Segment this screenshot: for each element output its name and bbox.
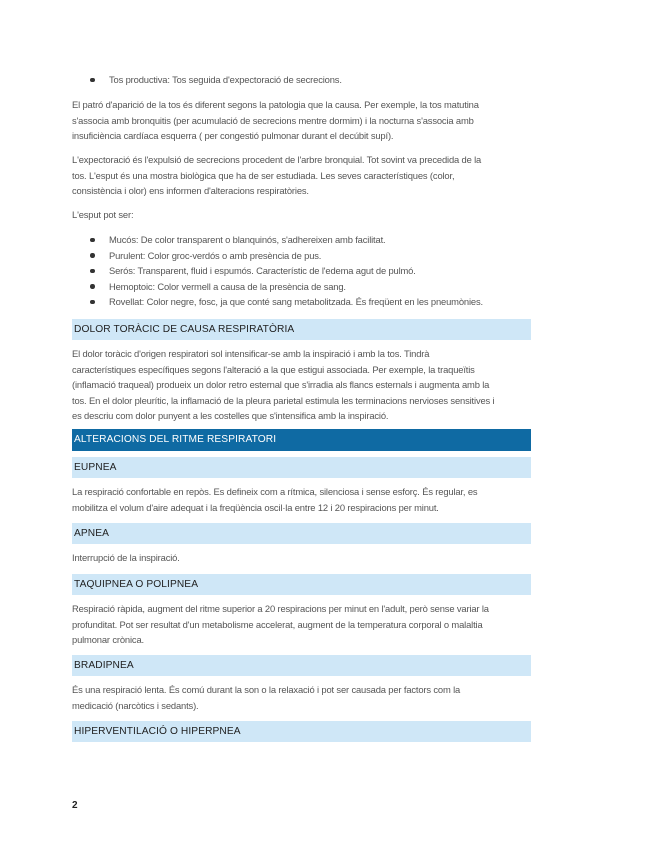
list-item: Mucós: De color transparent o blanquinós, s'adhereixen amb facilitat.: [72, 232, 483, 248]
sputum-types-list: [72, 232, 483, 310]
bradypnea-paragraph: [72, 682, 460, 713]
text-line: tos. L'esput és una mostra biològica que ha de ser estudiada. Les seves característiques (color,: [72, 169, 455, 181]
text-line: tos. En el dolor pleurític, la inflamació de la pleura parietal estimula les terminacions nervioses sensitives i: [72, 394, 495, 406]
bullet-icon: [90, 253, 95, 258]
tachypnea-heading: TAQUIPNEA O POLIPNEA: [72, 574, 531, 595]
text-line: s'associa amb bronquitis (per acumulació de secrecions mentre dormim) i la nocturna s'associa amb: [72, 114, 474, 126]
text-line: pulmonar crònica.: [72, 634, 144, 646]
list-item: Hemoptoic: Color vermell a causa de la presència de sang.: [72, 279, 483, 295]
text-line: La respiració confortable en repòs. Es defineix com a rítmica, silenciosa i sense esforç. És regular, es: [72, 486, 478, 497]
apnea-paragraph: [72, 550, 180, 566]
text-line: (inflamació traqueal) produeix un dolor retro esternal que s'irradia als flancs esternals i augmenta amb la: [72, 379, 490, 391]
text-line: mobilitza el volum d'aire adequat i la freqüència oscil·la entre 12 i 20 respiracions per minut.: [72, 501, 439, 513]
text-line: consistència i olor) ens informen d'alteracions respiratòries.: [72, 185, 309, 197]
bullet-icon: [90, 238, 95, 243]
eupnea-heading: EUPNEA: [72, 457, 531, 478]
text-line: És una respiració lenta. És comú durant la son o la relaxació i pot ser causada per factors com la: [72, 684, 461, 695]
expectoration-paragraph: [72, 152, 481, 199]
text-line: insuficiència cardíaca esquerra ( per congestió pulmonar durant el decúbit supí).: [72, 130, 394, 142]
list-item: Purulent: Color groc-verdós o amb presència de pus.: [72, 248, 483, 264]
list-item: Tos productiva: Tos seguida d'expectoració de secrecions.: [72, 72, 342, 88]
hyperventilation-heading: HIPERVENTILACIÓ O HIPERPNEA: [72, 721, 531, 742]
text-line: Respiració ràpida, augment del ritme superior a 20 respiracions per minut en l'adult, però sense variar la: [72, 603, 489, 614]
bullet-icon: [90, 300, 95, 305]
section-heading: ALTERACIONS DEL RITME RESPIRATORI: [72, 429, 531, 451]
apnea-heading: APNEA: [72, 523, 531, 544]
text-line: profunditat. Pot ser resultat d'un metabolisme accelerat, augment de la temperatura corporal o malaltia: [72, 618, 483, 630]
sputum-intro: L'esput pot ser:: [72, 209, 134, 220]
bradypnea-heading: BRADIPNEA: [72, 655, 531, 676]
tachypnea-paragraph: [72, 601, 489, 648]
text-line: es descriu com dolor punyent a les costelles que s'intensifica amb la inspiració.: [72, 410, 389, 422]
cough-bullet-list: [72, 72, 342, 88]
chest-pain-heading: DOLOR TORÀCIC DE CAUSA RESPIRATÒRIA: [72, 319, 531, 340]
text-line: característiques específiques segons l'alteració a la que estigui associada. Per exemple, la traqueïtis: [72, 363, 475, 375]
text-line: Interrupció de la inspiració.: [72, 552, 180, 563]
page-number: 2: [72, 800, 78, 811]
text-line: El dolor toràcic d'origen respiratori sol intensificar-se amb la inspiració i amb la tos. Tindrà: [72, 348, 430, 359]
text-line: medicació (narcòtics i sedants).: [72, 699, 199, 711]
chest-pain-paragraph: [72, 346, 494, 424]
bullet-icon: [90, 269, 95, 274]
bullet-icon: [90, 78, 95, 83]
text-line: El patró d'aparició de la tos és diferent segons la patologia que la causa. Per exemple, la tos matutina: [72, 99, 479, 110]
list-item: Serós: Transparent, fluid i espumós. Característic de l'edema agut de pulmó.: [72, 263, 483, 279]
text-line: L'expectoració és l'expulsió de secrecions procedent de l'arbre bronquial. Tot sovint va precedida de la: [72, 154, 482, 165]
cough-pattern-paragraph: [72, 97, 479, 144]
eupnea-paragraph: [72, 484, 477, 515]
list-item: Rovellat: Color negre, fosc, ja que conté sang metabolitzada. És freqüent en les pneumònies.: [72, 294, 483, 310]
bullet-icon: [90, 284, 95, 289]
